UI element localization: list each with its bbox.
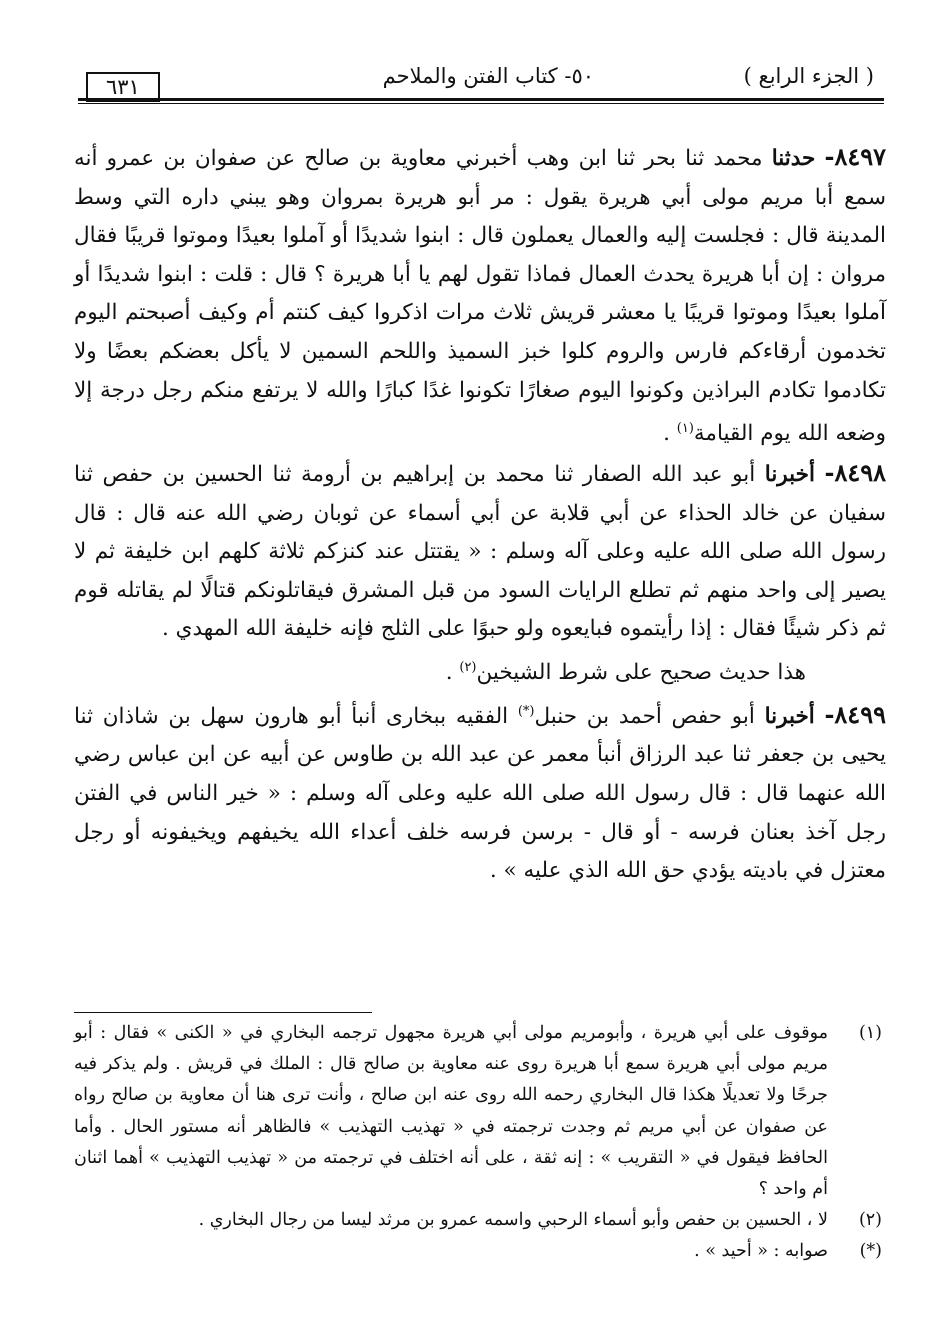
hadith-keyword: أخبرنا [764,461,815,487]
footnote-mark: (١) [858,1023,882,1043]
footnote-text: لا ، الحسين بن حفص وأبو أسماء الرحبي واسمه عمرو بن مرثد ليسا من رجال البخاري . [198,1210,828,1231]
comment-text: هذا حديث صحيح على شرط الشيخين [476,660,806,686]
footnote-mark: (٢) [858,1210,882,1231]
hadith-keyword: حدثنا [771,146,816,171]
footnote-ref[interactable]: (*) [517,703,535,719]
hadith-text: أبو عبد الله الصفار ثنا محمد بن إبراهيم بن أرومة ثنا الحسين بن حفص ثنا سفيان عن خالد الحذاء عن أبي قلابة عن أبي أسماء عن ثوبان رضي الله عنه قال : قال رسول الله صلى الله عليه وعلى آله وسلم : « يقتتل عند كنزكم ثلاثة كلهم ابن خليفة ثم لا يصير إلى واحد منهم ثم تطلع الرايات السود من قبل المشرق فيقاتلونكم قتالًا لم يقاتله قوم ثم ذكر شيئًا فقال : إذا رأيتموه فبايعوه ولو حبوًا على الثلج فإنه خليفة الله المهدي . [74,461,886,642]
hadith-number: ٨٤٩٨- [824,457,886,487]
footnote-star [74,1236,886,1267]
hadith-text: الفقيه ببخارى أنبأ أبو هارون سهل بن شاذان ثنا يحيى بن جعفر ثنا عبد الرزاق أنبأ معمر عن عبد الله بن طاوس عن أبيه عن ابن عباس رضي الله عنهما قال : قال رسول الله صلى الله عليه وعلى آله وسلم : « خير الناس في الفتن رجل آخذ بعنان فرسه - أو قال - برسن فرسه خلف أعداء الله يخيفهم ويخيفونه أو رجل معتزل في باديته يؤدي حق الله الذي عليه » . [74,703,886,884]
hadith-text: محمد ثنا بحر ثنا ابن وهب أخبرني معاوية بن صالح عن صفوان بن عمرو أنه سمع أبا مريم مولى أبي هريرة يقول : مر أبو هريرة بمروان وهو يبني داره التي وسط المدينة قال : فجلست إليه والعمال يعملون قال : ابنوا شديدًا أو آملوا بعيدًا وموتوا قريبًا فقال مروان : إن أبا هريرة يحدث العمال فماذا تقول لهم يا أبا هريرة ؟ قال : قلت : ابنوا شديدًا أو آملوا بعيدًا وموتوا قريبًا يا معشر قريش ثلاث مرات اذكروا كيف كنتم أم وكيف أصبحتم اليوم تخدمون أرقاءكم فارس والروم كلوا خبز السميذ واللحم السمين لا يأكل بعضكم بعضًا ولا تكادموا تكادم البراذين وكونوا اليوم صغارًا تكونوا غدًا كبارًا والله لا يرتفع منكم رجل درجة إلا وضعه الله يوم القيامة [74,146,887,447]
hadith-narrator: أبو حفص أحمد بن حنبل [534,703,755,729]
footnote-text: صوابه : « أحيد » . [694,1241,828,1262]
book-title: ٥٠- كتاب الفتن والملاحم [382,64,594,88]
footnotes [74,1018,886,1268]
hadith-8498 [74,454,886,649]
header-rule-thin [78,103,884,104]
header-rule [78,98,884,101]
hadith-number: ٨٤٩٧- [824,142,887,171]
footnote-separator [74,1012,372,1013]
main-text [74,138,886,891]
page-number: ٦٣١ [86,72,160,102]
footnote-mark: (*) [859,1241,882,1262]
footnote-2 [74,1205,886,1236]
footnote-ref[interactable]: (١) [676,421,694,437]
hadith-keyword: أخبرنا [764,703,815,729]
hadith-8499 [74,693,886,891]
footnote-text: موقوف على أبي هريرة ، وأبومريم مولى أبي هريرة مجهول ترجمه البخاري في « الكنى » فقال : أبو مريم مولى أبي هريرة سمع أبا هريرة روى عنه معاوية بن صالح قال : الملك في قريش . ولم يذكر فيه جرحًا ولا تعديلًا هكذا قال البخاري رحمه الله روى عنه ابن صالح ، وأنت ترى هنا أن معاوية بن صالح رواه عن صفوان عن أبي مريم ثم وجدت ترجمته في « تهذيب التهذيب » فالظاهر أنه مستور الحال . وأما الحافظ فيقول في « التقريب » : إنه ثقة ، على أنه اختلف في ترجمته من « تهذيب التهذيب » أهما اثنان أم واحد ؟ [74,1023,828,1200]
hadith-end: . [663,421,677,447]
page-header [78,58,884,104]
comment-end: . [445,660,460,686]
footnote-ref[interactable]: (٢) [459,659,477,675]
footnote-1 [74,1018,886,1205]
hadith-8497 [74,138,886,454]
volume-label: ( الجزء الرابع ) [743,64,874,88]
hadith-comment [74,649,886,693]
hadith-number: ٨٤٩٩- [824,699,886,729]
